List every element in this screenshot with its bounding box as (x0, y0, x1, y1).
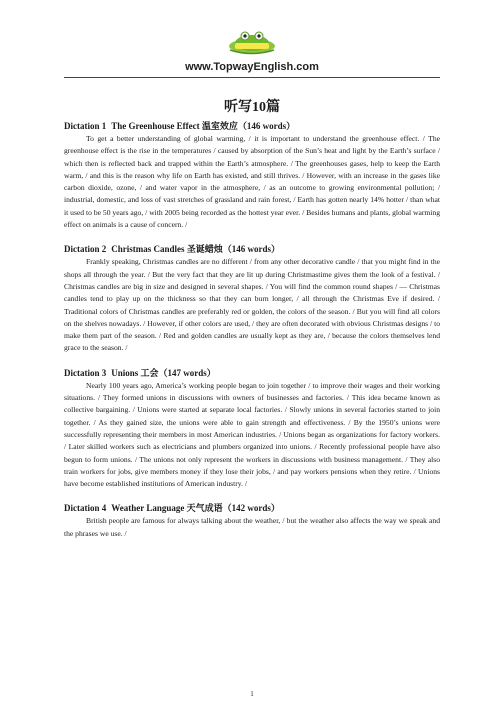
section-spacer (64, 231, 440, 243)
section-text: Frankly speaking, Christmas candles are no different / from any other decorative candle / that you might find in the shops all through the year. / But the very fact that they are lit up during Christmastime gives them the look of a festival. / Christmas candles are big in size and designed in several shapes. / You will find the common round shapes / — Christmas candles tend to play up on the thickness so that they can burn longer, / all through the Christmas Eve if desired. / Traditional colors of Christmas candles are preferably red or golden, the colors of the season. / But you will find all colors on the shelves nowadays. / However, if other colors are used, / they are often decorated with obvious Christmas designs / to make them part of the season. / Red and golden candles are usually kept as they are, / because the colors themselves lend grace to the season. / (64, 257, 440, 353)
topway-logo-icon (227, 28, 277, 56)
section-text: Nearly 100 years ago, America’s working people began to join together / to improve their wages and their working situations. / They formed unions in discussions with owners of businesses and factories. / This idea became known as collective bargaining. / Unions were started at separate local factories. / Slowly unions in several factories started to join together. / As they gained size, the unions were able to gain strength and effectiveness. / By the 1950’s unions were successfully representing their members in most American industries. / Unions began as organizations for factory workers. / Later skilled workers such as electricians and plumbers organized into unions. / Recently professional people have also begun to form unions. / The unions not only represent the workers in discussions with business management. / They also train workers for jobs, give members money if they lose their jobs, / and pay workers pensions when they retire. / Unions have become established institutions of American industry. / (64, 380, 440, 489)
dictation-section (64, 120, 440, 231)
section-heading (64, 243, 440, 255)
section-title: Unions 工会（147 words） (111, 367, 216, 378)
section-spacer (64, 490, 440, 502)
section-text: British people are famous for always talking about the weather, / but the weather also affects the way we speak and the phrases we use. / (64, 516, 440, 538)
section-spacer (64, 355, 440, 367)
section-heading (64, 367, 440, 379)
section-title: The Greenhouse Effect 温室效应（146 words） (111, 121, 296, 131)
page-number: 1 (250, 689, 254, 698)
section-label: Dictation 4 (64, 503, 107, 514)
section-heading (64, 502, 440, 514)
section-heading (64, 120, 440, 132)
section-label: Dictation 3 (64, 367, 107, 378)
header-divider (64, 77, 440, 78)
section-text: To get a better understanding of global warming, / it is important to understand the greenhouse effect. / The greenhouse effect is the rise in the temperatures / caused by absorption of the Sun’s heat and light by the Earth’s surface / which then is reflected back and trapped within the Earth’s atmosphere. / The greenhouses gases, help to keep the Earth warm, / and this is the reason why life on Earth has existed, and still thrives. / However, with an increase in the gases like carbon dioxide, ozone, / and water vapor in the atmosphere, / as an outcome to growing environmental pollution; / industrial, domestic, and loss of vast stretches of grassland and rain forest, / Earth has gotten nearly 14% hotter / than what it used to be 50 years ago, / with 2005 being recorded as the hottest year ever. / Besides humans and plants, global warming effect on animals is a cause of concern. / (64, 134, 440, 230)
site-url[interactable]: www.TopwayEnglish.com (185, 61, 319, 73)
section-title: Weather Language 天气成语（142 words） (111, 503, 280, 514)
dictation-section (64, 502, 440, 540)
section-title: Christmas Candles 圣诞蜡烛（146 words） (111, 244, 281, 255)
section-label: Dictation 1 (64, 121, 107, 131)
page-title: 听写10篇 (224, 100, 280, 115)
dictation-list (64, 120, 440, 540)
dictation-section (64, 367, 440, 491)
page-header (0, 0, 504, 76)
dictation-section (64, 243, 440, 354)
section-label: Dictation 2 (64, 244, 107, 255)
